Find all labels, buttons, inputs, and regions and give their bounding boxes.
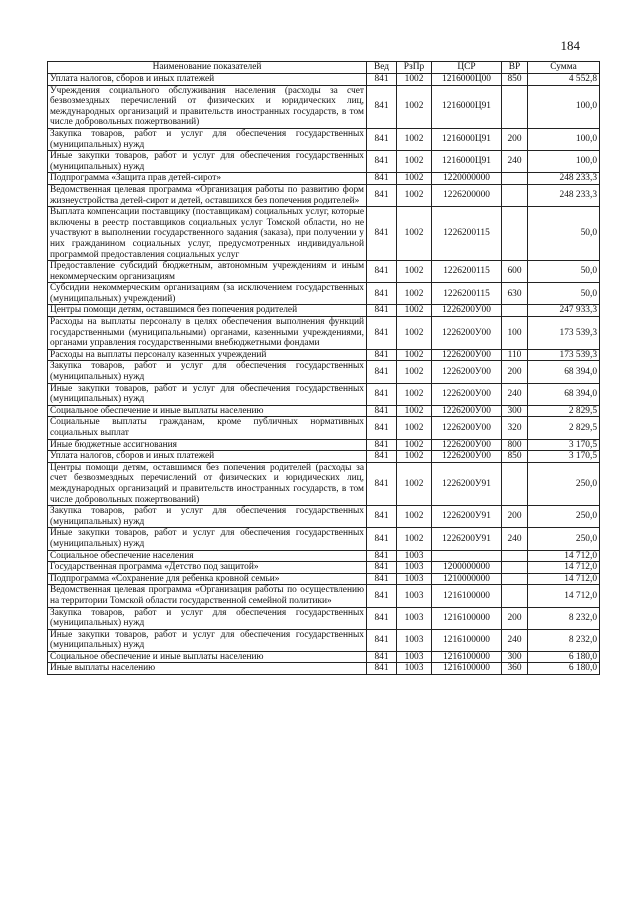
cell-vr: 320 [502,417,528,439]
cell-name: Закупка товаров, работ и услуг для обеспечения государственных (муниципальных) нужд [48,506,367,528]
cell-sum: 173 539,3 [528,349,600,361]
cell-csr: 1226200У91 [432,528,502,550]
cell-csr: 1216100000 [432,629,502,651]
cell-vr [502,207,528,261]
cell-name: Закупка товаров, работ и услуг для обеспечения государственных (муниципальных) нужд [48,607,367,629]
cell-name: Иные закупки товаров, работ и услуг для обеспечения государственных (муниципальных) нужд [48,629,367,651]
table-row [48,629,600,651]
cell-name: Центры помощи детям, оставшимся без попечения родителей [48,305,367,317]
cell-csr: 1226200У00 [432,451,502,463]
cell-rzpr: 1003 [397,550,432,562]
cell-csr: 1226200У00 [432,317,502,350]
cell-sum: 50,0 [528,261,600,283]
cell-sum: 14 712,0 [528,573,600,585]
cell-name: Расходы на выплаты персоналу казенных учреждений [48,349,367,361]
cell-ved: 841 [367,451,397,463]
table-row [48,417,600,439]
cell-vr [502,573,528,585]
cell-name: Иные закупки товаров, работ и услуг для обеспечения государственных (муниципальных) нужд [48,528,367,550]
cell-csr [432,550,502,562]
cell-name: Уплата налогов, сборов и иных платежей [48,74,367,86]
table-row [48,151,600,173]
cell-vr [502,85,528,128]
cell-name: Социальное обеспечение и иные выплаты населению [48,405,367,417]
cell-name: Ведомственная целевая программа «Организация работы по осуществлению на территории Томской области государственной семейной политики» [48,585,367,607]
cell-rzpr: 1002 [397,128,432,150]
cell-csr: 1216000Ц00 [432,74,502,86]
cell-ved: 841 [367,528,397,550]
cell-ved: 841 [367,562,397,574]
cell-ved: 841 [367,550,397,562]
cell-ved: 841 [367,74,397,86]
cell-ved: 841 [367,405,397,417]
cell-name: Центры помощи детям, оставшимся без попечения родителей (расходы за счет безвозмездных перечислений от физических и юридических лиц, международных организаций и правительств иностранных государств, в том числе добровольных пожертвований) [48,462,367,505]
cell-csr: 1226200У00 [432,349,502,361]
budget-table [47,61,600,675]
cell-sum: 2 829,5 [528,417,600,439]
cell-csr: 1226200У00 [432,383,502,405]
cell-name: Учреждения социального обслуживания населения (расходы за счет безвозмездных перечислений от физических и юридических лиц, международных организаций и правительств иностранных государств, в том числе добровольных пожертвований) [48,85,367,128]
cell-sum: 50,0 [528,283,600,305]
cell-ved: 841 [367,283,397,305]
cell-csr: 1226200115 [432,261,502,283]
cell-name: Расходы на выплаты персоналу в целях обеспечения выполнения функций государственными (муниципальными) органами, казенными учреждениями, органами управления государственными внебюджетными фондами [48,317,367,350]
cell-vr: 360 [502,663,528,675]
table-body [48,74,600,675]
cell-csr: 1216100000 [432,663,502,675]
cell-sum: 100,0 [528,85,600,128]
cell-rzpr: 1002 [397,417,432,439]
cell-sum: 14 712,0 [528,562,600,574]
cell-csr: 1220000000 [432,173,502,185]
cell-vr: 240 [502,629,528,651]
cell-vr: 630 [502,283,528,305]
cell-ved: 841 [367,663,397,675]
cell-rzpr: 1002 [397,74,432,86]
table-row [48,573,600,585]
cell-rzpr: 1002 [397,207,432,261]
cell-name: Подпрограмма «Сохранение для ребенка кровной семьи» [48,573,367,585]
cell-vr: 240 [502,528,528,550]
cell-csr: 1216000Ц91 [432,85,502,128]
cell-rzpr: 1002 [397,383,432,405]
cell-ved: 841 [367,261,397,283]
cell-sum: 8 232,0 [528,629,600,651]
cell-csr: 1226200115 [432,207,502,261]
cell-vr: 600 [502,261,528,283]
cell-vr: 300 [502,405,528,417]
cell-ved: 841 [367,462,397,505]
table-row [48,383,600,405]
cell-rzpr: 1003 [397,607,432,629]
cell-csr: 1200000000 [432,562,502,574]
cell-name: Закупка товаров, работ и услуг для обеспечения государственных (муниципальных) нужд [48,361,367,383]
table-row [48,207,600,261]
cell-sum: 50,0 [528,207,600,261]
cell-csr: 1226200У00 [432,305,502,317]
cell-rzpr: 1002 [397,528,432,550]
cell-ved: 841 [367,417,397,439]
table-row [48,261,600,283]
cell-vr [502,562,528,574]
cell-sum: 250,0 [528,528,600,550]
cell-sum: 173 539,3 [528,317,600,350]
cell-ved: 841 [367,151,397,173]
cell-sum: 3 170,5 [528,439,600,451]
cell-rzpr: 1002 [397,261,432,283]
cell-sum: 6 180,0 [528,663,600,675]
cell-ved: 841 [367,651,397,663]
cell-ved: 841 [367,184,397,206]
table-row [48,405,600,417]
cell-csr: 1226200115 [432,283,502,305]
header-vr: ВР [502,62,528,74]
cell-vr [502,173,528,185]
cell-sum: 8 232,0 [528,607,600,629]
cell-ved: 841 [367,573,397,585]
page-number: 184 [560,38,580,53]
table-header-row [48,62,600,74]
cell-sum: 248 233,3 [528,173,600,185]
header-sum: Сумма [528,62,600,74]
table-row [48,550,600,562]
cell-ved: 841 [367,361,397,383]
cell-csr: 1216100000 [432,585,502,607]
cell-rzpr: 1002 [397,361,432,383]
cell-csr: 1226200У91 [432,506,502,528]
table-row [48,506,600,528]
cell-csr: 1216100000 [432,651,502,663]
cell-sum: 68 394,0 [528,361,600,383]
cell-ved: 841 [367,173,397,185]
cell-ved: 841 [367,439,397,451]
cell-rzpr: 1002 [397,462,432,505]
cell-vr: 240 [502,151,528,173]
cell-name: Уплата налогов, сборов и иных платежей [48,451,367,463]
cell-rzpr: 1002 [397,173,432,185]
cell-rzpr: 1002 [397,405,432,417]
cell-sum: 6 180,0 [528,651,600,663]
cell-name: Закупка товаров, работ и услуг для обеспечения государственных (муниципальных) нужд [48,128,367,150]
cell-ved: 841 [367,607,397,629]
cell-vr: 200 [502,506,528,528]
cell-name: Государственная программа «Детство под защитой» [48,562,367,574]
table-row [48,317,600,350]
cell-rzpr: 1002 [397,85,432,128]
cell-ved: 841 [367,629,397,651]
cell-vr [502,585,528,607]
cell-csr: 1216000Ц91 [432,151,502,173]
cell-csr: 1226200У00 [432,439,502,451]
cell-vr [502,550,528,562]
cell-name: Социальное обеспечение и иные выплаты населению [48,651,367,663]
table-row [48,607,600,629]
cell-vr: 800 [502,439,528,451]
cell-rzpr: 1002 [397,439,432,451]
cell-sum: 14 712,0 [528,550,600,562]
cell-ved: 841 [367,317,397,350]
table-row [48,305,600,317]
cell-ved: 841 [367,383,397,405]
cell-sum: 4 552,8 [528,74,600,86]
cell-rzpr: 1002 [397,184,432,206]
cell-vr [502,184,528,206]
cell-rzpr: 1002 [397,451,432,463]
cell-vr: 110 [502,349,528,361]
cell-rzpr: 1002 [397,506,432,528]
table-row [48,85,600,128]
cell-vr: 200 [502,361,528,383]
cell-name: Предоставление субсидий бюджетным, автономным учреждениям и иным некоммерческим организациям [48,261,367,283]
cell-csr: 1210000000 [432,573,502,585]
cell-sum: 100,0 [528,151,600,173]
cell-sum: 14 712,0 [528,585,600,607]
cell-csr: 1226200У00 [432,405,502,417]
cell-ved: 841 [367,506,397,528]
cell-sum: 250,0 [528,462,600,505]
table-row [48,528,600,550]
cell-csr: 1216100000 [432,607,502,629]
cell-name: Ведомственная целевая программа «Организация работы по развитию форм жизнеустройства детей-сирот и детей, оставшихся без попечения родителей» [48,184,367,206]
cell-sum: 247 933,3 [528,305,600,317]
header-csr: ЦСР [432,62,502,74]
table-row [48,349,600,361]
header-rzpr: РзПр [397,62,432,74]
cell-rzpr: 1003 [397,573,432,585]
cell-rzpr: 1002 [397,283,432,305]
cell-name: Подпрограмма «Защита прав детей-сирот» [48,173,367,185]
cell-csr: 1226200У00 [432,361,502,383]
cell-csr: 1226200У91 [432,462,502,505]
cell-sum: 248 233,3 [528,184,600,206]
cell-sum: 100,0 [528,128,600,150]
cell-ved: 841 [367,349,397,361]
table-row [48,663,600,675]
cell-vr: 850 [502,451,528,463]
cell-ved: 841 [367,305,397,317]
cell-vr: 850 [502,74,528,86]
cell-csr: 1216000Ц91 [432,128,502,150]
table-row [48,128,600,150]
table-row [48,585,600,607]
cell-rzpr: 1003 [397,663,432,675]
cell-name: Социальное обеспечение населения [48,550,367,562]
table-row [48,651,600,663]
cell-rzpr: 1002 [397,349,432,361]
cell-name: Иные выплаты населению [48,663,367,675]
cell-rzpr: 1003 [397,562,432,574]
cell-name: Иные закупки товаров, работ и услуг для обеспечения государственных (муниципальных) нужд [48,383,367,405]
table-row [48,462,600,505]
table-row [48,283,600,305]
table-row [48,173,600,185]
table-row [48,451,600,463]
cell-rzpr: 1003 [397,585,432,607]
header-ved: Вед [367,62,397,74]
cell-sum: 250,0 [528,506,600,528]
cell-ved: 841 [367,85,397,128]
cell-name: Иные бюджетные ассигнования [48,439,367,451]
cell-rzpr: 1003 [397,629,432,651]
table-row [48,184,600,206]
table-row [48,562,600,574]
cell-vr [502,462,528,505]
cell-vr [502,305,528,317]
cell-sum: 3 170,5 [528,451,600,463]
cell-vr: 100 [502,317,528,350]
cell-csr: 1226200000 [432,184,502,206]
cell-vr: 240 [502,383,528,405]
cell-name: Иные закупки товаров, работ и услуг для обеспечения государственных (муниципальных) нужд [48,151,367,173]
cell-name: Социальные выплаты гражданам, кроме публичных нормативных социальных выплат [48,417,367,439]
header-name: Наименование показателей [48,62,367,74]
table-row [48,361,600,383]
cell-rzpr: 1002 [397,151,432,173]
cell-rzpr: 1002 [397,317,432,350]
cell-csr: 1226200У00 [432,417,502,439]
cell-name: Субсидии некоммерческим организациям (за исключением государственных (муниципальных) учреждений) [48,283,367,305]
cell-sum: 68 394,0 [528,383,600,405]
cell-rzpr: 1003 [397,651,432,663]
cell-name: Выплата компенсации поставщику (поставщикам) социальных услуг, которые включены в реестр поставщиков социальных услуг Томской области, но не участвуют в выполнении государственного задания (заказа), при получении у них гражданином социальных услуг, предусмотренных индивидуальной программой предоставления социальных услуг [48,207,367,261]
cell-ved: 841 [367,207,397,261]
cell-rzpr: 1002 [397,305,432,317]
cell-vr: 200 [502,607,528,629]
cell-vr: 200 [502,128,528,150]
cell-sum: 2 829,5 [528,405,600,417]
cell-ved: 841 [367,128,397,150]
cell-ved: 841 [367,585,397,607]
cell-vr: 300 [502,651,528,663]
table-row [48,439,600,451]
table-row [48,74,600,86]
